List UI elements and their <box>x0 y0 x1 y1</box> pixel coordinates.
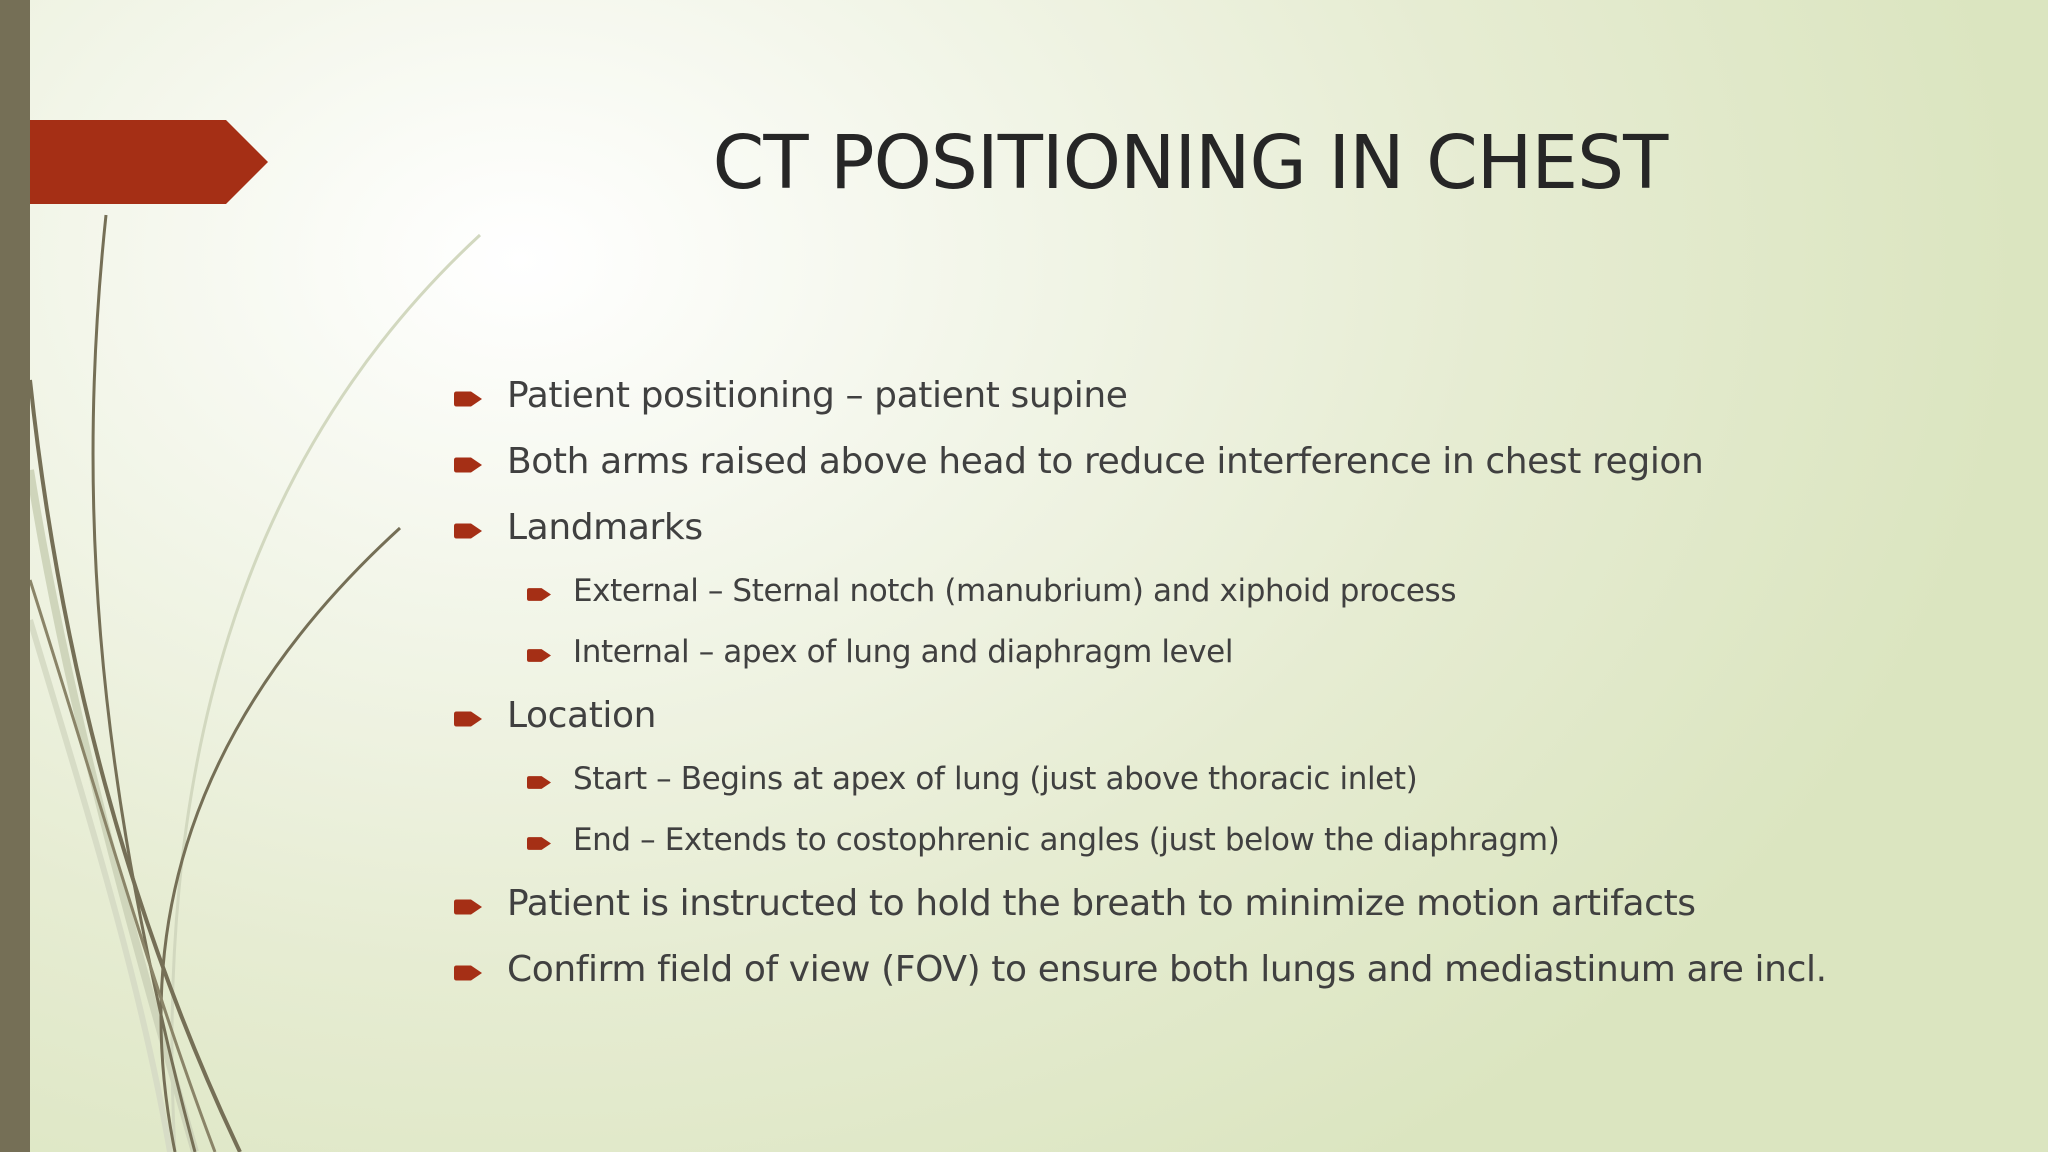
decorative-curve-light <box>172 235 480 1152</box>
slide-title: CT POSITIONING IN CHEST <box>712 120 1668 206</box>
bullet-item <box>450 682 2010 748</box>
arrow-bullet-icon <box>527 822 551 858</box>
arrow-bullet-icon <box>454 507 482 548</box>
arrow-bullet-icon <box>454 441 482 482</box>
bullet-text: Start – Begins at apex of lung (just above thoracic inlet) <box>573 760 1418 797</box>
arrow-bullet-icon <box>527 761 551 797</box>
bullet-item <box>450 428 2010 494</box>
sub-bullet-item <box>450 748 2010 809</box>
bullet-text: Patient is instructed to hold the breath to minimize motion artifacts <box>507 882 1696 924</box>
bullet-item <box>450 362 2010 428</box>
bullet-text: Both arms raised above head to reduce interference in chest region <box>507 440 1704 482</box>
bullet-text: Confirm field of view (FOV) to ensure both lungs and mediastinum are incl. <box>507 948 1827 990</box>
decorative-curve-dark <box>30 380 240 1152</box>
decorative-curve-light <box>30 620 170 1152</box>
bullet-text: Internal – apex of lung and diaphragm level <box>573 633 1234 670</box>
bullet-item <box>450 870 2010 936</box>
sub-bullet-item <box>450 621 2010 682</box>
arrow-bullet-icon <box>454 695 482 736</box>
bullet-item <box>450 936 2010 1002</box>
bullet-text: Location <box>507 694 657 736</box>
sub-bullet-item <box>450 560 2010 621</box>
arrow-bullet-icon <box>454 375 482 416</box>
sub-bullet-item <box>450 809 2010 870</box>
bullet-list <box>450 362 2010 1002</box>
arrow-bullet-icon <box>454 883 482 924</box>
bullet-text: Patient positioning – patient supine <box>507 374 1128 416</box>
arrow-bullet-icon <box>527 634 551 670</box>
title-arrow-tab <box>0 120 268 204</box>
bullet-text: End – Extends to costophrenic angles (just below the diaphragm) <box>573 821 1560 858</box>
arrow-bullet-icon <box>527 573 551 609</box>
arrow-bullet-icon <box>454 949 482 990</box>
left-accent-bar <box>0 0 30 1152</box>
decorative-curve-dark <box>30 580 215 1152</box>
bullet-text: Landmarks <box>507 506 703 548</box>
bullet-text: External – Sternal notch (manubrium) and xiphoid process <box>573 572 1457 609</box>
bullet-item <box>450 494 2010 560</box>
